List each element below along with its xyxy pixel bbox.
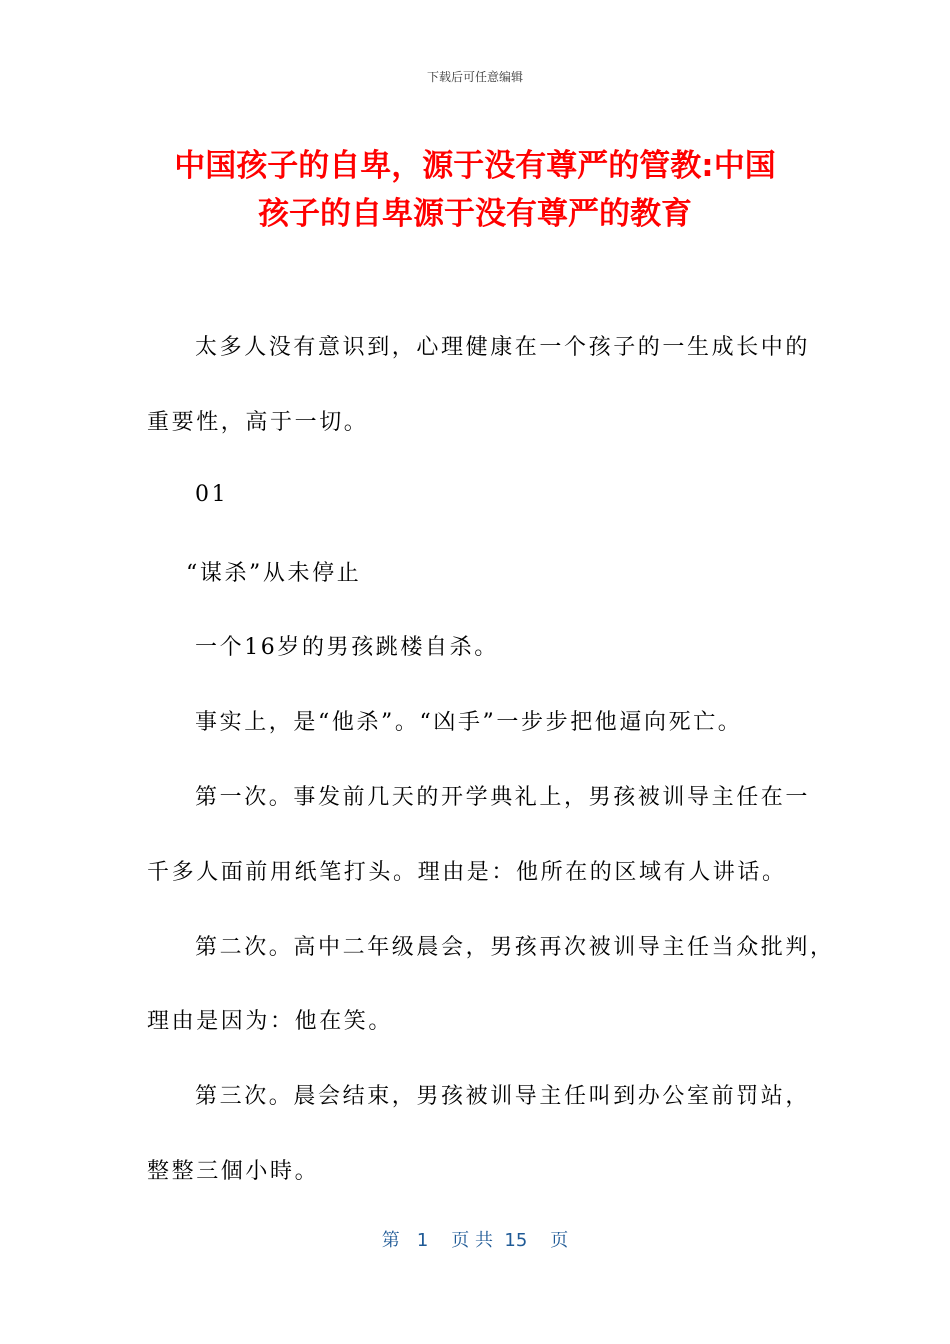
paragraph-line: 第一次。事发前几天的开学典礼上，男孩被训导主任在一 bbox=[195, 785, 811, 810]
document-title bbox=[140, 142, 810, 238]
header-note: 下载后可任意编辑 bbox=[426, 70, 523, 84]
paragraph-line: 第二次。高中二年级晨会，男孩再次被训导主任当众批判， bbox=[195, 935, 835, 960]
section-number: 01 bbox=[195, 482, 229, 507]
paragraph-line: 理由是因为：他在笑。 bbox=[147, 1009, 394, 1034]
title-line-2: 孩子的自卑源于没有尊严的教育 bbox=[258, 196, 692, 232]
paragraph-line: 第三次。晨会结束，男孩被训导主任叫到办公室前罚站， bbox=[195, 1084, 811, 1109]
section-heading: “谋杀”从未停止 bbox=[186, 561, 362, 586]
paragraph-line: 千多人面前用纸笔打头。理由是：他所在的区域有人讲话。 bbox=[147, 860, 787, 885]
page-footer: 第 1 页 共 15 页 bbox=[381, 1230, 569, 1251]
title-line-1: 中国孩子的自卑，源于没有尊严的管教:中国 bbox=[174, 148, 776, 184]
paragraph-line: 一个16岁的男孩跳楼自杀。 bbox=[195, 635, 499, 660]
paragraph-line: 整整三個小時。 bbox=[147, 1159, 320, 1184]
paragraph-line: 太多人没有意识到，心理健康在一个孩子的一生成长中的 bbox=[195, 335, 811, 360]
paragraph-line: 事实上，是“他杀”。“凶手”一步步把他逼向死亡。 bbox=[195, 710, 743, 735]
paragraph-line: 重要性，高于一切。 bbox=[147, 410, 369, 435]
